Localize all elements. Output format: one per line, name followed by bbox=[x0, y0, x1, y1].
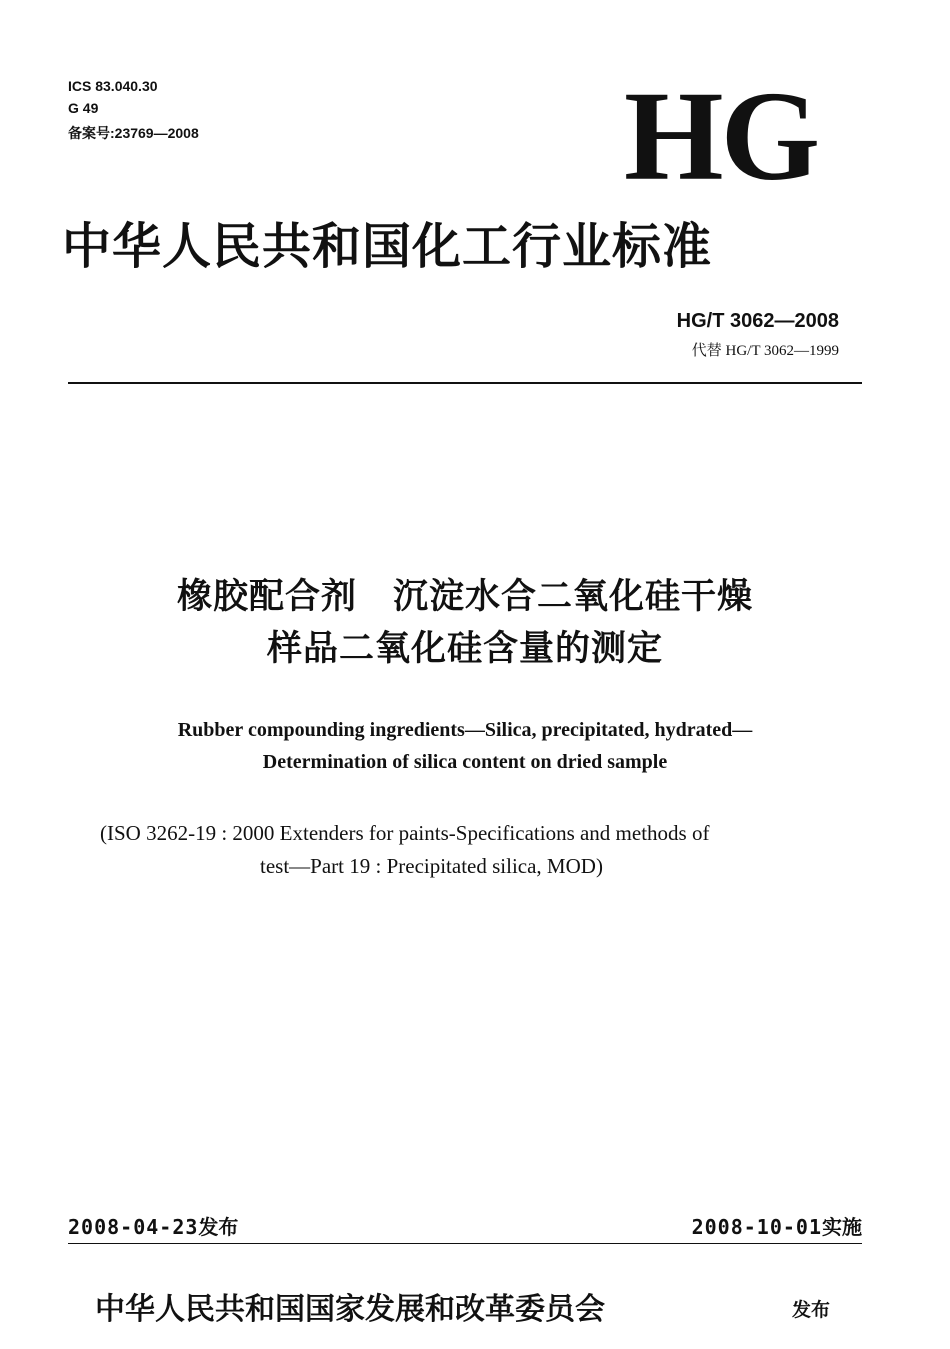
implementation-date-label: 实施 bbox=[822, 1215, 862, 1239]
ics-code: ICS 83.040.30 bbox=[68, 78, 158, 94]
standard-code: HG/T 3062—2008 bbox=[676, 310, 839, 332]
iso-reference-line-2: test—Part 19 : Precipitated silica, MOD) bbox=[260, 854, 603, 878]
issue-date-value: 2008-04-23 bbox=[68, 1215, 199, 1239]
english-title-line-1: Rubber compounding ingredients—Silica, precipitated, hydrated— bbox=[177, 719, 753, 741]
chinese-title-line-2: 样品二氧化硅含量的测定 bbox=[266, 629, 663, 669]
top-divider bbox=[68, 382, 862, 384]
hg-logo: HG bbox=[624, 65, 818, 207]
issue-date-label: 发布 bbox=[198, 1215, 239, 1239]
issue-date bbox=[68, 1214, 238, 1240]
replaces-note: 代替 HG/T 3062—1999 bbox=[691, 343, 839, 359]
implementation-date bbox=[692, 1214, 862, 1240]
iso-reference-line-1: (ISO 3262-19 : 2000 Extenders for paints-Specifications and methods of bbox=[100, 821, 710, 845]
classification-code: G 49 bbox=[68, 100, 99, 116]
publisher: 中华人民共和国国家发展和改革委员会 bbox=[95, 1292, 605, 1327]
record-number: 备案号:23769—2008 bbox=[68, 125, 199, 141]
english-title-line-2: Determination of silica content on dried sample bbox=[262, 751, 668, 773]
implementation-date-value: 2008-10-01 bbox=[691, 1215, 822, 1239]
standard-title: 中华人民共和国化工行业标准 bbox=[62, 217, 713, 275]
chinese-title-line-1: 橡胶配合剂 沉淀水合二氧化硅干燥 bbox=[176, 577, 753, 617]
bottom-divider bbox=[68, 1243, 862, 1244]
publisher-suffix: 发布 bbox=[792, 1299, 831, 1321]
